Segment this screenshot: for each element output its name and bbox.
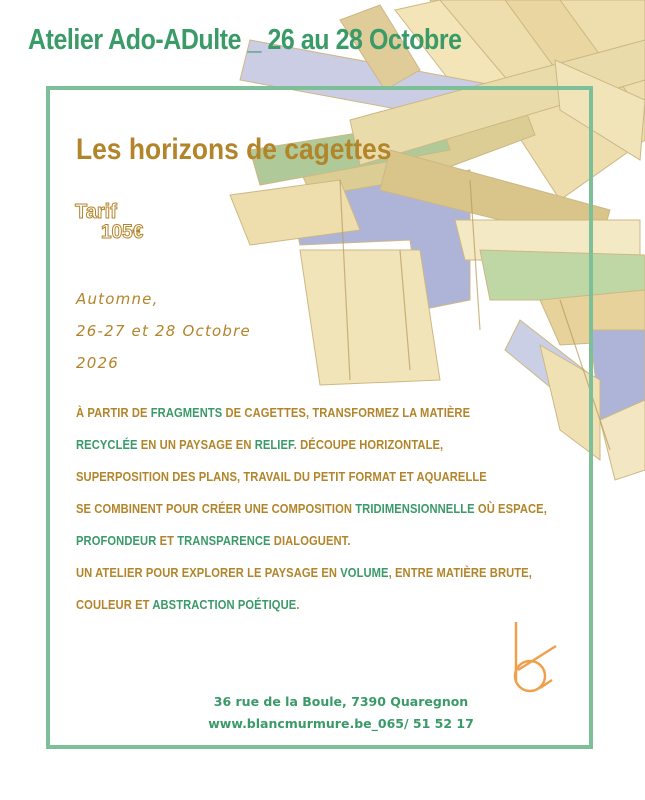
blanc-murmure-logo xyxy=(500,618,562,698)
description-segment: RELIEF xyxy=(254,437,294,452)
description-segment: DIALOGUENT. xyxy=(273,533,351,548)
description xyxy=(76,404,586,628)
season-line: Automne, xyxy=(76,290,159,308)
days-line: 26-27 et 28 Octobre xyxy=(76,322,251,340)
description-segment: , ENTRE MATIÈRE BRUTE, xyxy=(388,565,532,580)
description-segment: TRIDIMENSIONNELLE xyxy=(355,501,478,516)
description-segment: COULEUR xyxy=(76,597,136,612)
description-line xyxy=(76,436,515,468)
price-value: 105€ xyxy=(101,222,144,243)
description-segment: EN UN PAYSAGE EN xyxy=(140,437,255,452)
contact-block xyxy=(196,693,486,737)
description-segment: OÙ ESPACE, xyxy=(477,501,547,516)
year-line: 2026 xyxy=(76,354,119,372)
address: 36 rue de la Boule, 7390 Quaregnon xyxy=(213,694,469,709)
description-line xyxy=(76,500,547,532)
description-segment: PROFONDEUR xyxy=(76,533,160,548)
dates-block xyxy=(76,289,251,385)
description-segment: SE COMBINENT POUR CRÉER UNE COMPOSITION xyxy=(76,501,356,516)
description-segment: . xyxy=(296,597,300,612)
website-phone[interactable]: www.blancmurmure.be_065/ 51 52 17 xyxy=(208,716,474,731)
description-segment: ET xyxy=(159,533,178,548)
description-segment: À PARTIR DE xyxy=(76,405,151,420)
description-line xyxy=(76,596,515,628)
description-line xyxy=(76,564,532,596)
description-segment: DE CAGETTES, TRANSFORMEZ LA MATIÈRE xyxy=(225,405,471,420)
workshop-title: Les horizons de cagettes xyxy=(76,133,392,166)
description-segment: RECYCLÉE xyxy=(76,437,141,452)
workshop-header: Atelier Ado-ADulte _ 26 au 28 Octobre xyxy=(28,24,462,56)
description-line xyxy=(76,532,515,564)
description-segment: VOLUME xyxy=(340,565,389,580)
description-segment: TRANSPARENCE xyxy=(177,533,274,548)
description-segment: SUPERPOSITION DES PLANS, TRAVAIL DU PETIT FORMAT ET AQUARELLE xyxy=(76,469,487,484)
price-block xyxy=(75,202,143,243)
description-segment: ET xyxy=(135,597,153,612)
description-segment: FRAGMENTS xyxy=(150,405,226,420)
price-label: Tarif xyxy=(75,201,117,223)
description-segment: UN ATELIER POUR EXPLORER LE PAYSAGE EN xyxy=(76,565,341,580)
description-segment: . DÉCOUPE HORIZONTALE, xyxy=(293,437,444,452)
description-line xyxy=(76,404,515,436)
description-line xyxy=(76,468,515,500)
description-segment: ABSTRACTION POÉTIQUE xyxy=(152,597,297,612)
